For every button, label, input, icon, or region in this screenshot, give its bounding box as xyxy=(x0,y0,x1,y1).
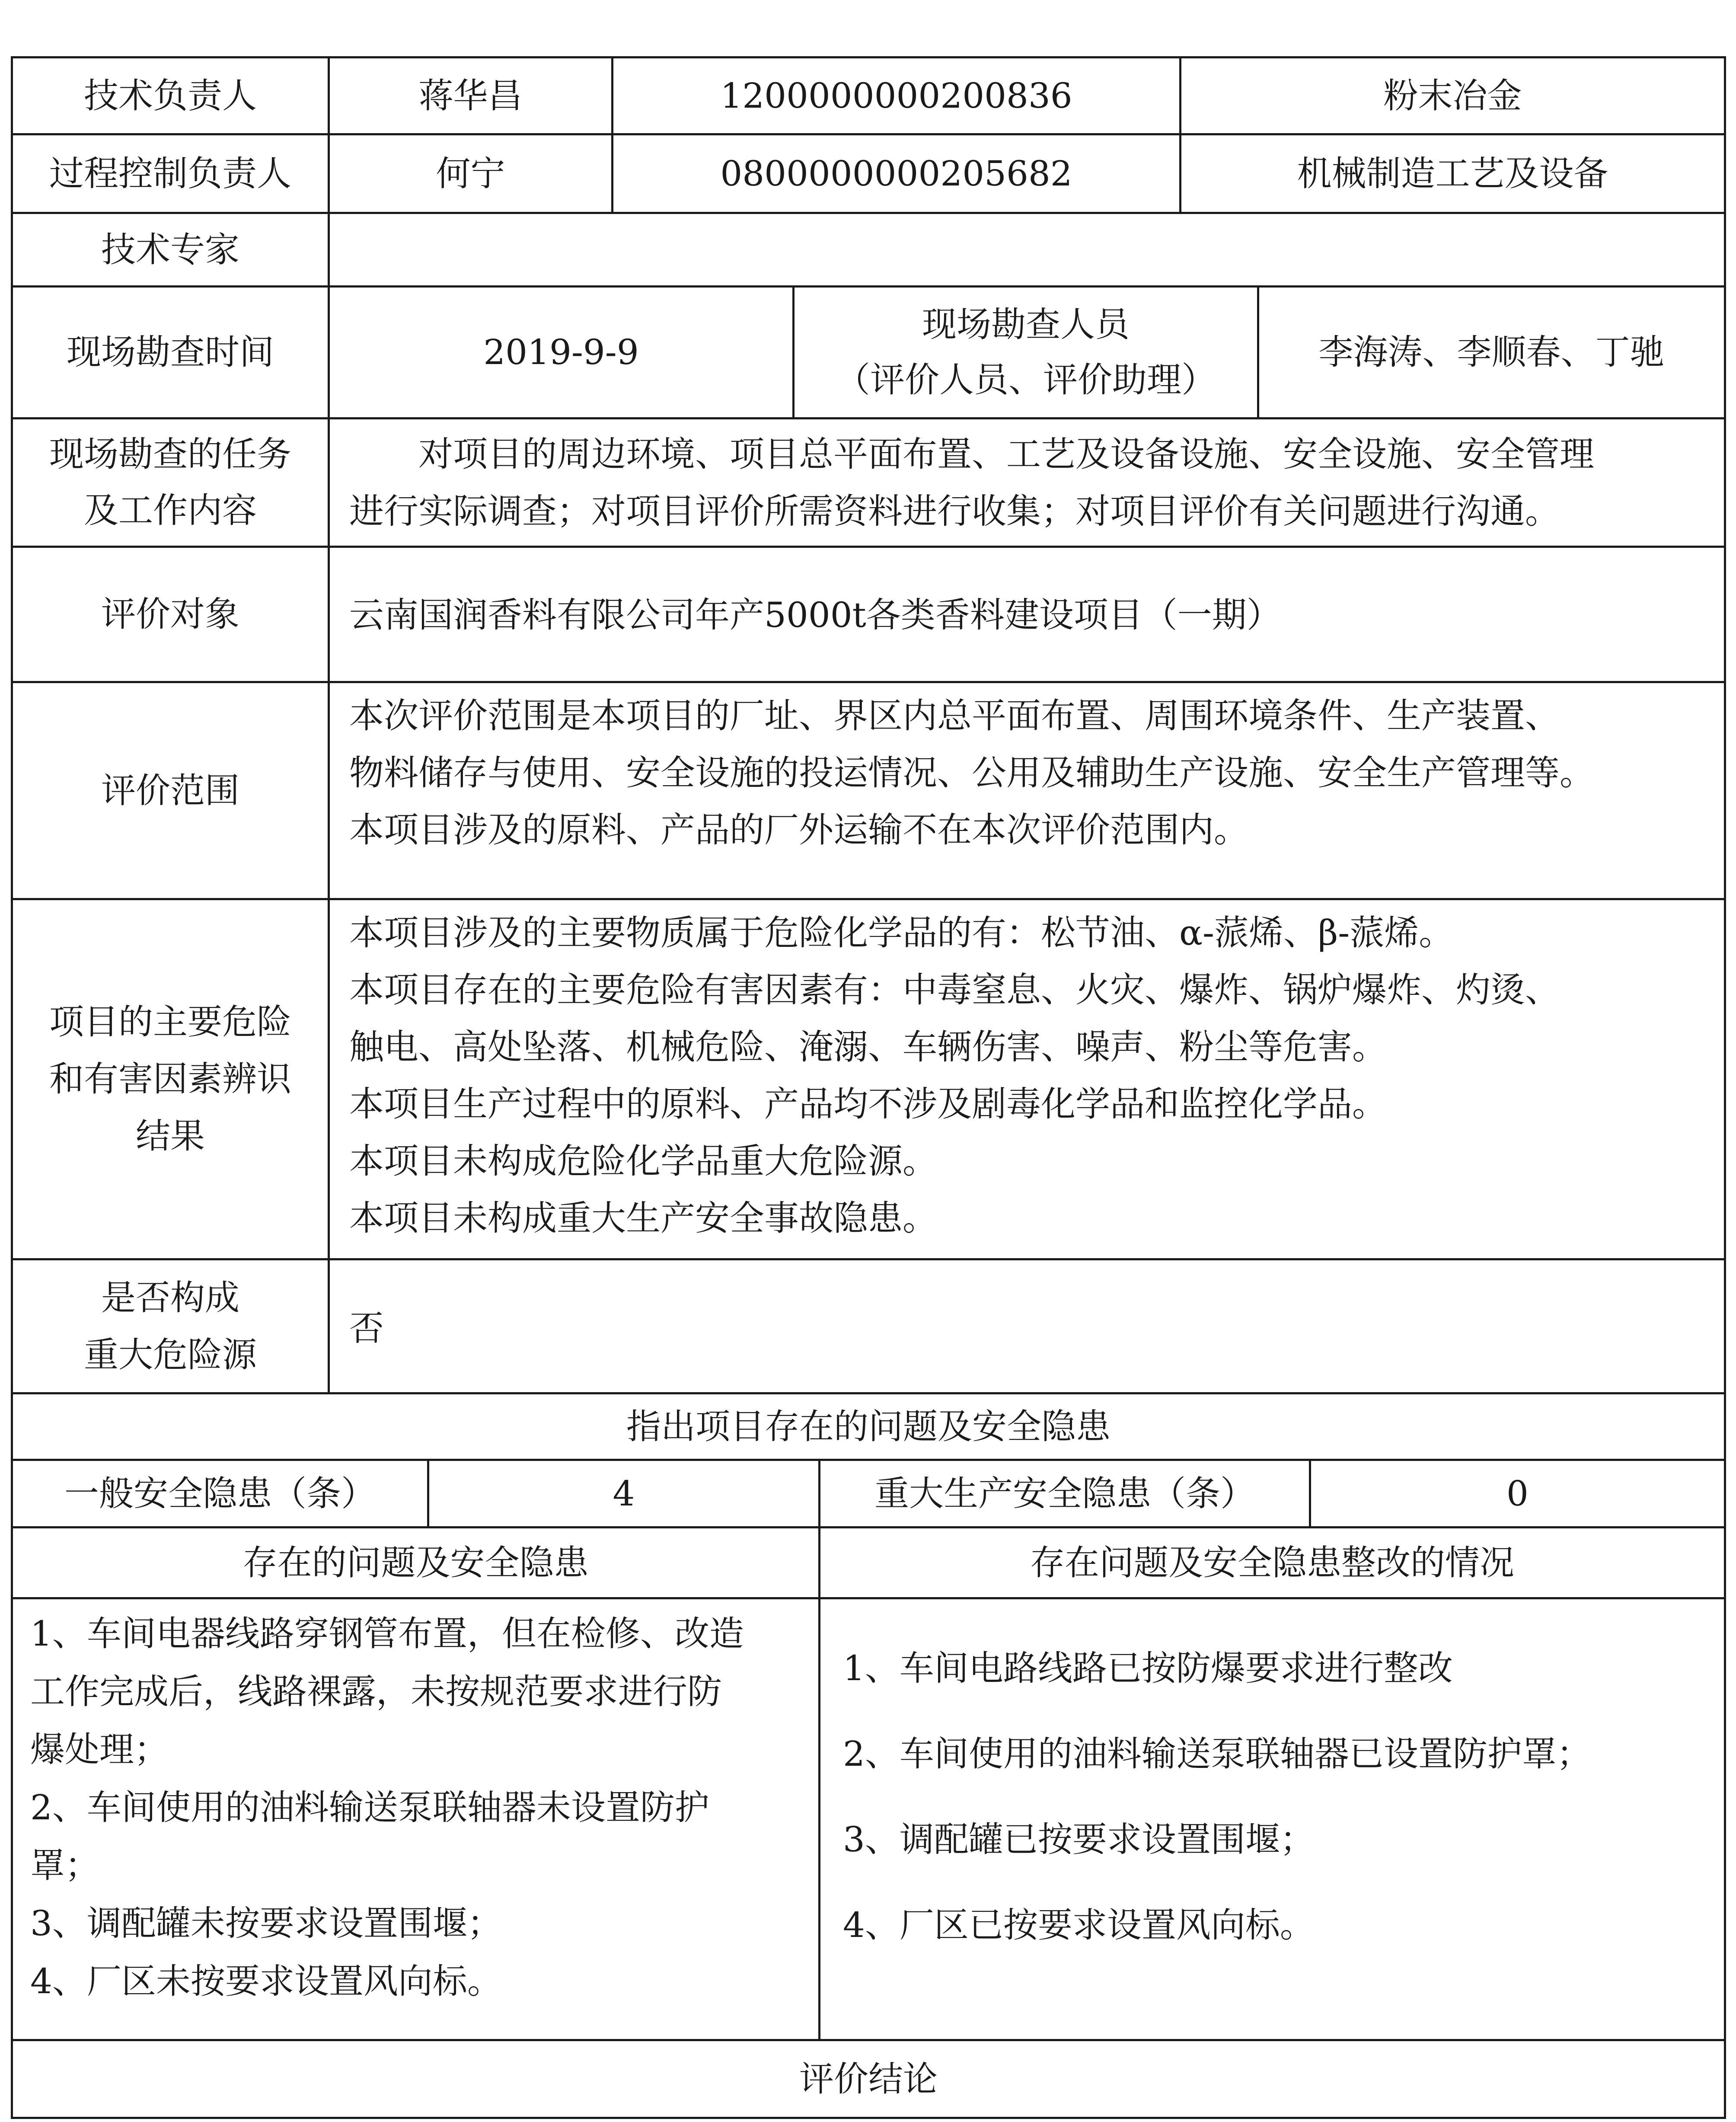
text-line: 本项目涉及的主要物质属于危险化学品的有：松节油、α-蒎烯、β-蒎烯。 xyxy=(349,913,1454,953)
list-item: 罩； xyxy=(30,1845,99,1886)
fixes-header: 存在问题及安全隐患整改的情况 xyxy=(1030,1542,1514,1583)
major-hazard-label: 重大生产安全隐患（条） xyxy=(874,1473,1255,1514)
text-line: 本项目存在的主要危险有害因素有：中毒窒息、火灾、爆炸、锅炉爆炸、灼烫、 xyxy=(349,970,1560,1010)
major-hazard-count: 0 xyxy=(1506,1473,1529,1514)
eval-object-label: 评价对象 xyxy=(101,594,239,634)
process-lead-specialty: 机械制造工艺及设备 xyxy=(1297,153,1608,194)
general-hazard-label: 一般安全隐患（条） xyxy=(64,1473,376,1514)
text-line: 触电、高处坠落、机械危险、淹溺、车辆伤害、噪声、粉尘等危害。 xyxy=(349,1027,1387,1067)
tech-lead-label: 技术负责人 xyxy=(84,75,257,116)
tech-lead-cert-no: 1200000000200836 xyxy=(720,75,1072,116)
tech-lead-name: 蒋华昌 xyxy=(418,75,523,116)
hazard-label-line: 结果 xyxy=(136,1116,205,1156)
text-line: 本项目未构成危险化学品重大危险源。 xyxy=(349,1141,937,1181)
tech-lead-specialty: 粉末冶金 xyxy=(1383,75,1522,116)
list-item: 2、车间使用的油料输送泵联轴器已设置防护罩； xyxy=(843,1734,1591,1774)
process-lead-label: 过程控制负责人 xyxy=(49,153,291,194)
rule xyxy=(11,2117,1726,2119)
rule xyxy=(11,1597,1726,1599)
text-line: 进行实际调查；对项目评价所需资料进行收集；对项目评价有关问题进行沟通。 xyxy=(349,491,1560,531)
list-item: 爆处理； xyxy=(30,1729,169,1770)
text-line: 本项目生产过程中的原料、产品均不涉及剧毒化学品和监控化学品。 xyxy=(349,1084,1387,1124)
survey-staff-label-line: 现场勘查人员 xyxy=(922,304,1130,345)
hazard-label-line: 项目的主要危险 xyxy=(49,1002,291,1042)
text-line: 云南国润香料有限公司年产5000t各类香料建设项目（一期） xyxy=(349,595,1281,635)
issues-section-title: 指出项目存在的问题及安全隐患 xyxy=(626,1406,1111,1447)
text-line: 本项目涉及的原料、产品的厂外运输不在本次评价范围内。 xyxy=(349,810,1248,850)
list-item: 4、厂区未按要求设置风向标。 xyxy=(30,1961,502,2001)
task-content xyxy=(349,426,1715,540)
text-line: 物料储存与使用、安全设施的投运情况、公用及辅助生产设施、安全生产管理等。 xyxy=(349,753,1594,793)
list-item: 工作完成后，线路裸露，未按规范要求进行防 xyxy=(30,1671,722,1712)
survey-time-label: 现场勘查时间 xyxy=(67,332,274,372)
conclusion-label: 评价结论 xyxy=(799,2058,938,2099)
problems-list xyxy=(30,1605,813,2010)
general-hazard-count: 4 xyxy=(613,1473,635,1514)
list-item: 4、厂区已按要求设置风向标。 xyxy=(843,1905,1315,1945)
list-item: 2、车间使用的油料输送泵联轴器未设置防护 xyxy=(30,1787,709,1828)
fixes-list xyxy=(843,1626,1716,1968)
survey-staff-label-line: （评价人员、评价助理） xyxy=(836,360,1216,400)
eval-scope-label: 评价范围 xyxy=(101,770,239,811)
hazard-content xyxy=(349,904,1715,1247)
hazard-label-line: 和有害因素辨识 xyxy=(49,1059,291,1099)
eval-object-value xyxy=(349,587,1715,644)
process-lead-name: 何宁 xyxy=(436,153,505,194)
major-source-value xyxy=(349,1300,1715,1357)
text-line: 对项目的周边环境、项目总平面布置、工艺及设备设施、安全设施、安全管理 xyxy=(349,434,1594,474)
survey-staff-label xyxy=(795,288,1257,417)
eval-scope-content xyxy=(349,687,1715,859)
major-source-label-line: 重大危险源 xyxy=(84,1334,257,1375)
task-label-line: 现场勘查的任务 xyxy=(49,434,291,474)
text-line: 本次评价范围是本项目的厂址、界区内总平面布置、周围环境条件、生产装置、 xyxy=(349,696,1560,736)
text-line: 本项目未构成重大生产安全事故隐患。 xyxy=(349,1198,937,1238)
list-item: 3、调配罐已按要求设置围堰； xyxy=(843,1819,1315,1860)
hazard-label xyxy=(13,900,328,1258)
rule xyxy=(1724,56,1726,2119)
tech-expert-value xyxy=(330,214,1724,285)
process-lead-cert-no: 0800000000205682 xyxy=(720,153,1072,194)
problems-header: 存在的问题及安全隐患 xyxy=(243,1542,589,1583)
list-item: 1、车间电路线路已按防爆要求进行整改 xyxy=(843,1648,1453,1688)
survey-date: 2019-9-9 xyxy=(483,332,639,372)
major-source-label-line: 是否构成 xyxy=(101,1277,239,1318)
major-source-label xyxy=(13,1260,328,1392)
task-label xyxy=(13,419,328,546)
survey-staff: 李海涛、李顺春、丁驰 xyxy=(1318,332,1665,372)
list-item: 1、车间电器线路穿钢管布置，但在检修、改造 xyxy=(30,1614,744,1654)
tech-expert-label: 技术专家 xyxy=(101,229,239,270)
task-label-line: 及工作内容 xyxy=(84,490,257,530)
text-line: 否 xyxy=(349,1308,384,1349)
list-item: 3、调配罐未按要求设置围堰； xyxy=(30,1903,502,1943)
rule xyxy=(818,1526,820,2041)
